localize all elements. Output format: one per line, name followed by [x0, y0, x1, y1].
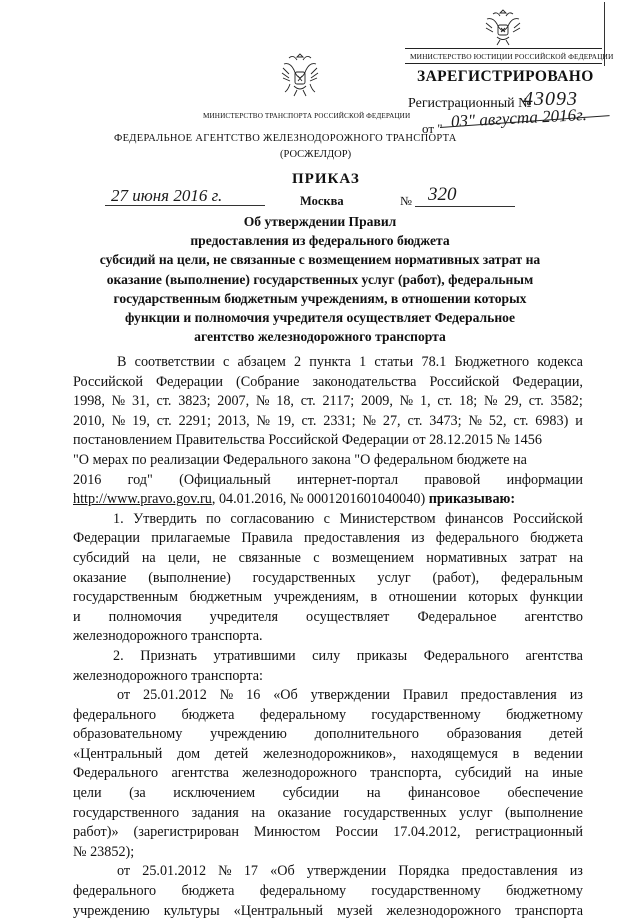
body-text-line: учреждению культуры «Центральный музей железнодорожного транспорта — [73, 902, 583, 919]
stamp-registered-label: ЗАРЕГИСТРИРОВАНО — [417, 68, 594, 85]
document-title — [50, 212, 590, 346]
ministry-justice-heading: МИНИСТЕРСТВО ЮСТИЦИИ РОССИЙСКОЙ ФЕДЕРАЦИИ — [410, 52, 614, 61]
order-number-underline — [415, 206, 515, 207]
body-text-line: государственным бюджетным учреждениям, в отношении которых функции — [73, 589, 583, 606]
body-text-line: и полномочия учредителя осуществляет Федеральное агентство — [73, 608, 583, 625]
order-keyword: приказываю: — [428, 491, 516, 508]
body-text-line: цели (за исключением субсидии на финансовое обеспечение — [73, 785, 583, 802]
body-text-line: 2010, № 19, ст. 2291; 2013, № 19, ст. 2331; № 27, ст. 3473; № 52, ст. 6983) и — [73, 412, 583, 429]
body-text-line: 2. Признать утратившими силу приказы Федерального агентства — [113, 647, 583, 664]
agency-short-name: (РОСЖЕЛДОР) — [280, 149, 352, 160]
body-text-line: 2016 год" (Официальный интернет-портал правовой информации — [73, 471, 583, 488]
body-text-line: Федерального агентства железнодорожного транспорта, субсидий на иные — [73, 765, 583, 782]
body-text-line: «Центральный дом детей железнодорожников», находящемуся в ведении — [73, 745, 583, 762]
body-text-line: образовательному учреждению дополнительного образования детей — [73, 726, 583, 743]
stamp-registration-number-label: Регистрационный № — [408, 96, 532, 111]
stamp-rule-top — [405, 48, 602, 49]
body-text-line: субсидий на цели, не связанные с возмещением нормативных затрат на — [73, 549, 583, 566]
order-place: Москва — [300, 194, 344, 208]
body-text-line: оказание (выполнение) государственных услуг (работ), федеральным — [73, 569, 583, 586]
coat-of-arms-emblem-left — [280, 50, 320, 100]
document-body — [73, 353, 583, 921]
stamp-date-value: 03" августа 2016г. — [450, 104, 588, 131]
body-text-line: "О мерах по реализации Федерального закона "О федеральном бюджете на — [73, 451, 527, 468]
order-date-handwritten: 27 июня 2016 г. — [111, 186, 223, 205]
stamp-date-label: от " — [422, 121, 443, 136]
body-text-line: Федерации прилагаемые Правила предоставления из федерального бюджета — [73, 530, 583, 547]
document-title-line: государственным бюджетным учреждениям, в отношении которых — [113, 290, 527, 306]
order-title: ПРИКАЗ — [292, 171, 360, 187]
body-text-line: федерального бюджета федеральному государственному бюджетному — [73, 706, 583, 723]
body-text-line: железнодорожного транспорта: — [73, 667, 263, 684]
order-number-handwritten: 320 — [428, 184, 457, 205]
body-text-line: В соответствии с абзацем 2 пункта 1 статьи 78.1 Бюджетного кодекса — [117, 354, 583, 370]
document-title-line: агентство железнодорожного транспорта — [194, 329, 446, 345]
document-title-line: оказание (выполнение) государственных услуг (работ), федеральным — [106, 271, 534, 287]
body-text-line: 1998, № 31, ст. 3823; 2007, № 18, ст. 2117; 2009, № 1, ст. 18; № 29, ст. 3582; — [73, 393, 583, 410]
document-title-line: Об утверждении Правил — [243, 214, 397, 229]
order-date-underline — [105, 205, 265, 206]
agency-name: ФЕДЕРАЛЬНОЕ АГЕНТСТВО ЖЕЛЕЗНОДОРОЖНОГО ТРАНСПОРТА — [114, 133, 457, 144]
body-text-line: железнодорожного транспорта. — [73, 628, 263, 645]
body-text-line: № 23852); — [73, 843, 135, 860]
legal-portal-link[interactable]: http://www.pravo.gov.ru — [73, 491, 212, 508]
body-text-line: Российской Федерации (Собрание законодательства Российской Федерации, — [73, 373, 583, 390]
body-text-line: http://www.pravo.gov.ru , 04.01.2016, № 0001201601040040) приказываю: — [73, 490, 583, 510]
ministry-transport-heading: МИНИСТЕРСТВО ТРАНСПОРТА РОССИЙСКОЙ ФЕДЕРАЦИИ — [203, 112, 411, 120]
body-text-line: работ)» (зарегистрирован Минюстом России 17.04.2012, регистрационный — [73, 824, 583, 841]
coat-of-arms-emblem-right — [483, 8, 523, 48]
body-text-line: постановлением Правительства Российской Федерации от 28.12.2015 № 1456 — [73, 432, 542, 449]
body-text-line: федерального бюджета федеральному государственному бюджетному — [73, 883, 583, 900]
order-number-sign: № — [400, 194, 412, 208]
document-title-line: субсидий на цели, не связанные с возмещением нормативных затрат на — [99, 252, 541, 268]
stamp-registration-number-value: 43093 — [523, 88, 578, 110]
stamp-rule-bottom — [405, 63, 602, 64]
document-title-line: предоставления из федерального бюджета — [190, 233, 450, 249]
document-title-line: функции и полномочия учредителя осуществляет Федеральное — [124, 310, 516, 326]
body-text-line: государственного задания на оказание государственных услуг (выполнение — [73, 804, 583, 821]
body-text-line: от 25.01.2012 № 17 «Об утверждении Порядка предоставления из — [117, 863, 583, 880]
body-text-line: 1. Утвердить по согласованию с Министерством финансов Российской — [113, 510, 583, 527]
body-text-line: от 25.01.2012 № 16 «Об утверждении Правил предоставления из — [117, 687, 583, 704]
